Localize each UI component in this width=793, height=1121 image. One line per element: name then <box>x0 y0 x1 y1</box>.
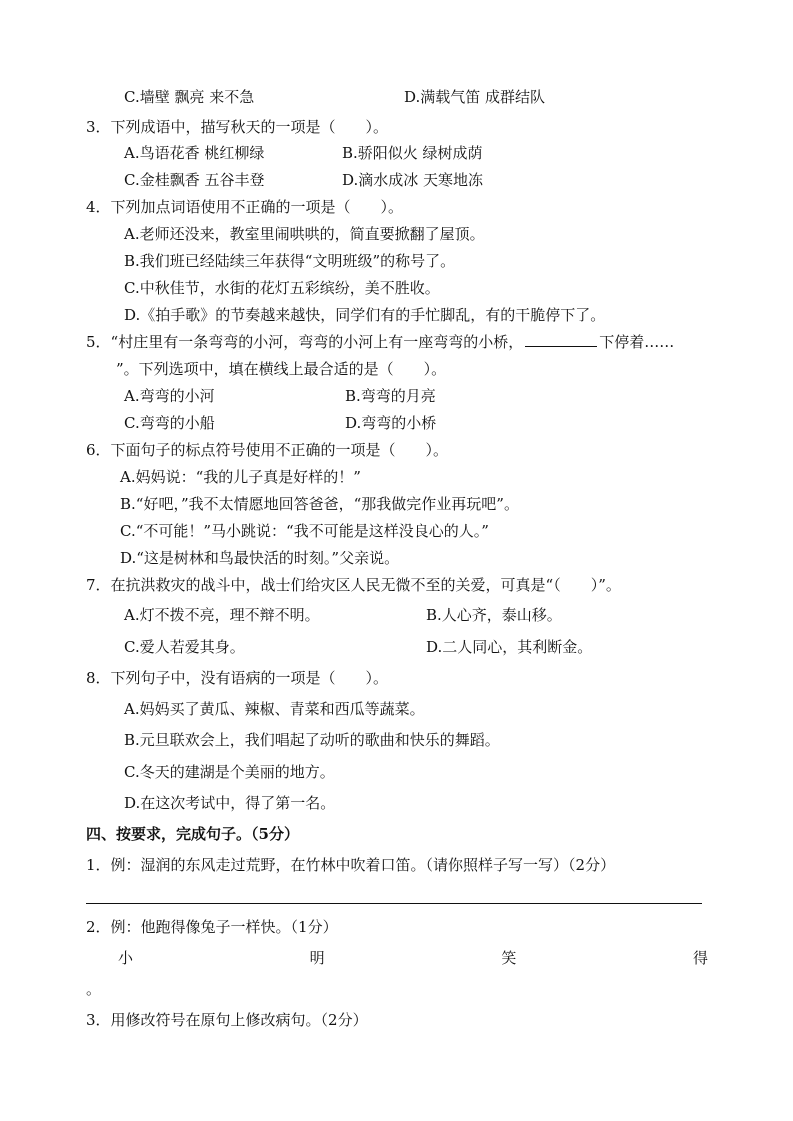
q5-option-b: B.弯弯的月亮 <box>345 387 436 405</box>
q2-option-c: C.墙壁 飘亮 来不急 <box>124 88 255 106</box>
q3-option-a: A.鸟语花香 桃红柳绿 <box>124 144 265 162</box>
q4-option-c: C.中秋佳节，水街的花灯五彩缤纷，美不胜收。 <box>124 279 440 297</box>
q5-option-a: A.弯弯的小河 <box>124 387 215 405</box>
q7-option-d: D.二人同心，其利断金。 <box>426 638 593 656</box>
section4-sentence3: 3．用修改符号在原句上修改病句。（2分） <box>86 1011 368 1029</box>
sentence2-char-1: 小 <box>118 949 134 967</box>
q5-option-c: C.弯弯的小船 <box>124 414 215 432</box>
q8-option-d: D.在这次考试中，得了第一名。 <box>124 794 336 812</box>
q6-option-a: A.妈妈说：“我的儿子真是好样的！” <box>120 468 361 486</box>
q8-option-a: A.妈妈买了黄瓜、辣椒、青菜和西瓜等蔬菜。 <box>124 700 425 718</box>
q5-stem-part2: 下停着…… <box>599 333 675 351</box>
q2-option-d: D.满载气笛 成群结队 <box>404 88 546 106</box>
section4-heading: 四、按要求，完成句子。（5分） <box>86 825 299 843</box>
q4-option-d: D.《拍手歌》的节奏越来越快，同学们有的手忙脚乱，有的干脆停下了。 <box>124 306 606 324</box>
q8-option-b: B.元旦联欢会上，我们唱起了动听的歌曲和快乐的舞蹈。 <box>124 731 500 749</box>
q4-stem: 4．下列加点词语使用不正确的一项是（ ）。 <box>86 198 404 216</box>
q3-option-c: C.金桂飘香 五谷丰登 <box>124 171 265 189</box>
q4-option-b: B.我们班已经陆续三年获得“文明班级”的称号了。 <box>124 252 456 270</box>
q5-stem-part1: 5．“村庄里有一条弯弯的小河，弯弯的小河上有一座弯弯的小桥， <box>86 333 524 351</box>
q6-stem: 6．下面句子的标点符号使用不正确的一项是（ ）。 <box>86 441 449 459</box>
q7-option-c: C.爱人若爱其身。 <box>124 638 245 656</box>
q6-option-c: C.“不可能！”马小跳说：“我不可能是这样没良心的人。” <box>120 522 489 540</box>
sentence2-char-3: 笑 <box>501 949 517 967</box>
sentence2-answer-line[interactable] <box>118 948 708 968</box>
q4-option-a: A.老师还没来，教室里闹哄哄的，简直要掀翻了屋顶。 <box>124 225 485 243</box>
q6-option-b: B.“好吧，”我不太情愿地回答爸爸，“那我做完作业再玩吧”。 <box>120 495 519 513</box>
q3-option-b: B.骄阳似火 绿树成荫 <box>342 144 483 162</box>
q8-option-c: C.冬天的建湖是个美丽的地方。 <box>124 763 335 781</box>
q6-option-d: D.“这是树林和鸟最快活的时刻。”父亲说。 <box>120 549 400 567</box>
q8-stem: 8．下列句子中，没有语病的一项是（ ）。 <box>86 669 389 687</box>
q7-stem: 7．在抗洪救灾的战斗中，战士们给灾区人民无微不至的关爱，可真是“（ ）”。 <box>86 576 621 594</box>
section4-sentence1: 1．例：湿润的东风走过荒野，在竹林中吹着口笛。（请你照样子写一写）（2分） <box>86 856 616 874</box>
q5-option-d: D.弯弯的小桥 <box>345 414 437 432</box>
sentence2-end-mark: 。 <box>86 980 102 998</box>
q3-option-d: D.滴水成冰 天寒地冻 <box>342 171 484 189</box>
q3-stem: 3．下列成语中，描写秋天的一项是（ ）。 <box>86 118 389 136</box>
section4-sentence2: 2．例：他跑得像兔子一样快。（1分） <box>86 918 338 936</box>
answer-line-1[interactable] <box>86 903 702 904</box>
sentence2-char-2: 明 <box>309 949 325 967</box>
q7-option-b: B.人心齐，泰山移。 <box>426 606 562 624</box>
q5-stem-line2: ”。下列选项中，填在横线上最合适的是（ ）。 <box>116 360 447 378</box>
sentence2-char-4: 得 <box>692 949 708 967</box>
q5-stem <box>86 332 674 352</box>
q5-fill-blank[interactable] <box>525 332 597 347</box>
q7-option-a: A.灯不拨不亮，理不辩不明。 <box>124 606 320 624</box>
